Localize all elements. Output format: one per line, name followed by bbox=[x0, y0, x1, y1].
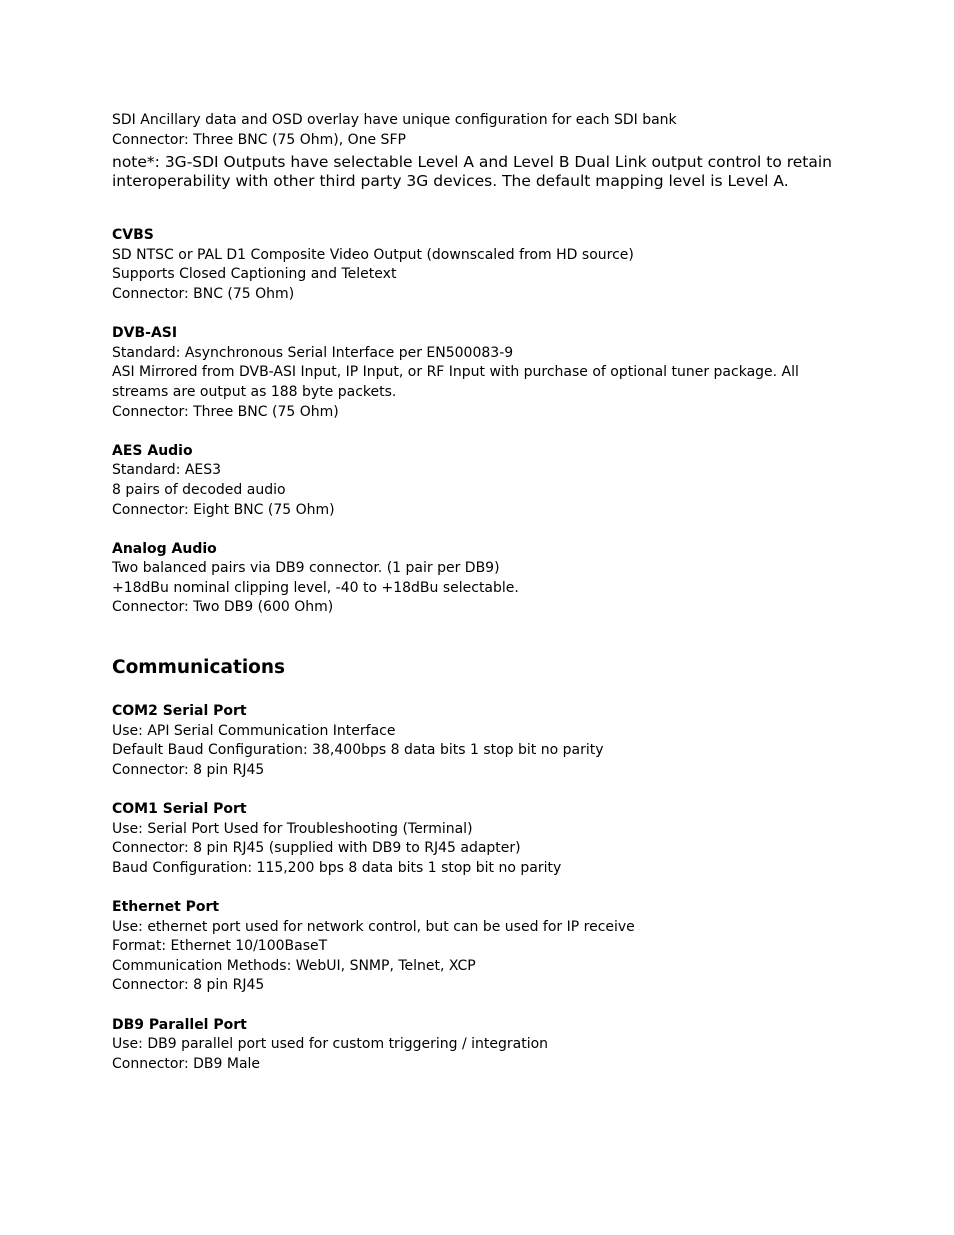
section-line: SD NTSC or PAL D1 Composite Video Output (downscaled from HD source) bbox=[112, 246, 634, 263]
section-title: COM1 Serial Port bbox=[112, 801, 247, 818]
intro-line: Connector: Three BNC (75 Ohm), One SFP bbox=[112, 131, 406, 148]
section-title: DB9 Parallel Port bbox=[112, 1016, 247, 1033]
section-line: Standard: Asynchronous Serial Interface per EN500083-9 bbox=[112, 344, 514, 361]
note-paragraph: note*: 3G-SDI Outputs have selectable Level A and Level B Dual Link output control to retain interoperability with other third party 3G devices. The default mapping level is Level A. bbox=[112, 153, 833, 190]
section-line: Supports Closed Captioning and Teletext bbox=[112, 266, 397, 283]
communications-heading: Communications bbox=[112, 657, 286, 679]
section-ethernet-port bbox=[112, 898, 842, 996]
section-title: COM2 Serial Port bbox=[112, 703, 247, 720]
intro-block bbox=[112, 111, 842, 190]
section-line: Use: DB9 parallel port used for custom triggering / integration bbox=[112, 1036, 549, 1053]
section-com1-serial-port bbox=[112, 800, 842, 878]
section-line: Use: Serial Port Used for Troubleshooting (Terminal) bbox=[112, 820, 473, 837]
section-line: Connector: Eight BNC (75 Ohm) bbox=[112, 501, 335, 518]
section-line: Connector: DB9 Male bbox=[112, 1055, 261, 1072]
section-line: Connector: 8 pin RJ45 bbox=[112, 761, 265, 778]
section-cvbs bbox=[112, 226, 842, 304]
section-line: Communication Methods: WebUI, SNMP, Telnet, XCP bbox=[112, 957, 476, 974]
section-dvb-asi bbox=[112, 324, 842, 422]
section-line: Baud Configuration: 115,200 bps 8 data bits 1 stop bit no parity bbox=[112, 859, 562, 876]
section-db9-parallel-port bbox=[112, 1016, 842, 1075]
section-line: Connector: BNC (75 Ohm) bbox=[112, 285, 295, 302]
section-line: Format: Ethernet 10/100BaseT bbox=[112, 938, 328, 955]
section-title: AES Audio bbox=[112, 442, 193, 459]
section-line: Connector: Two DB9 (600 Ohm) bbox=[112, 599, 334, 616]
section-line: Connector: Three BNC (75 Ohm) bbox=[112, 403, 339, 420]
section-line: Standard: AES3 bbox=[112, 462, 222, 479]
section-line: 8 pairs of decoded audio bbox=[112, 481, 286, 498]
section-line: Connector: 8 pin RJ45 bbox=[112, 977, 265, 994]
section-line: Connector: 8 pin RJ45 (supplied with DB9 to RJ45 adapter) bbox=[112, 840, 521, 857]
section-title: Ethernet Port bbox=[112, 899, 220, 915]
section-com2-serial-port bbox=[112, 702, 842, 780]
section-line: +18dBu nominal clipping level, -40 to +18dBu selectable. bbox=[112, 579, 519, 596]
section-line: Default Baud Configuration: 38,400bps 8 data bits 1 stop bit no parity bbox=[112, 742, 604, 759]
section-line: Two balanced pairs via DB9 connector. (1 pair per DB9) bbox=[112, 560, 500, 577]
section-title: CVBS bbox=[112, 227, 154, 244]
section-analog-audio bbox=[112, 540, 842, 618]
section-line: Use: API Serial Communication Interface bbox=[112, 722, 396, 739]
document-page bbox=[112, 111, 842, 1074]
section-aes-audio bbox=[112, 442, 842, 520]
section-title: Analog Audio bbox=[112, 540, 217, 557]
section-title: DVB-ASI bbox=[112, 325, 178, 342]
section-line: Use: ethernet port used for network control, but can be used for IP receive bbox=[112, 918, 635, 935]
section-line: ASI Mirrored from DVB-ASI Input, IP Input, or RF Input with purchase of optional tuner package. All streams are output as 188 byte packets. bbox=[112, 364, 799, 400]
intro-line: SDI Ancillary data and OSD overlay have unique configuration for each SDI bank bbox=[112, 112, 677, 128]
